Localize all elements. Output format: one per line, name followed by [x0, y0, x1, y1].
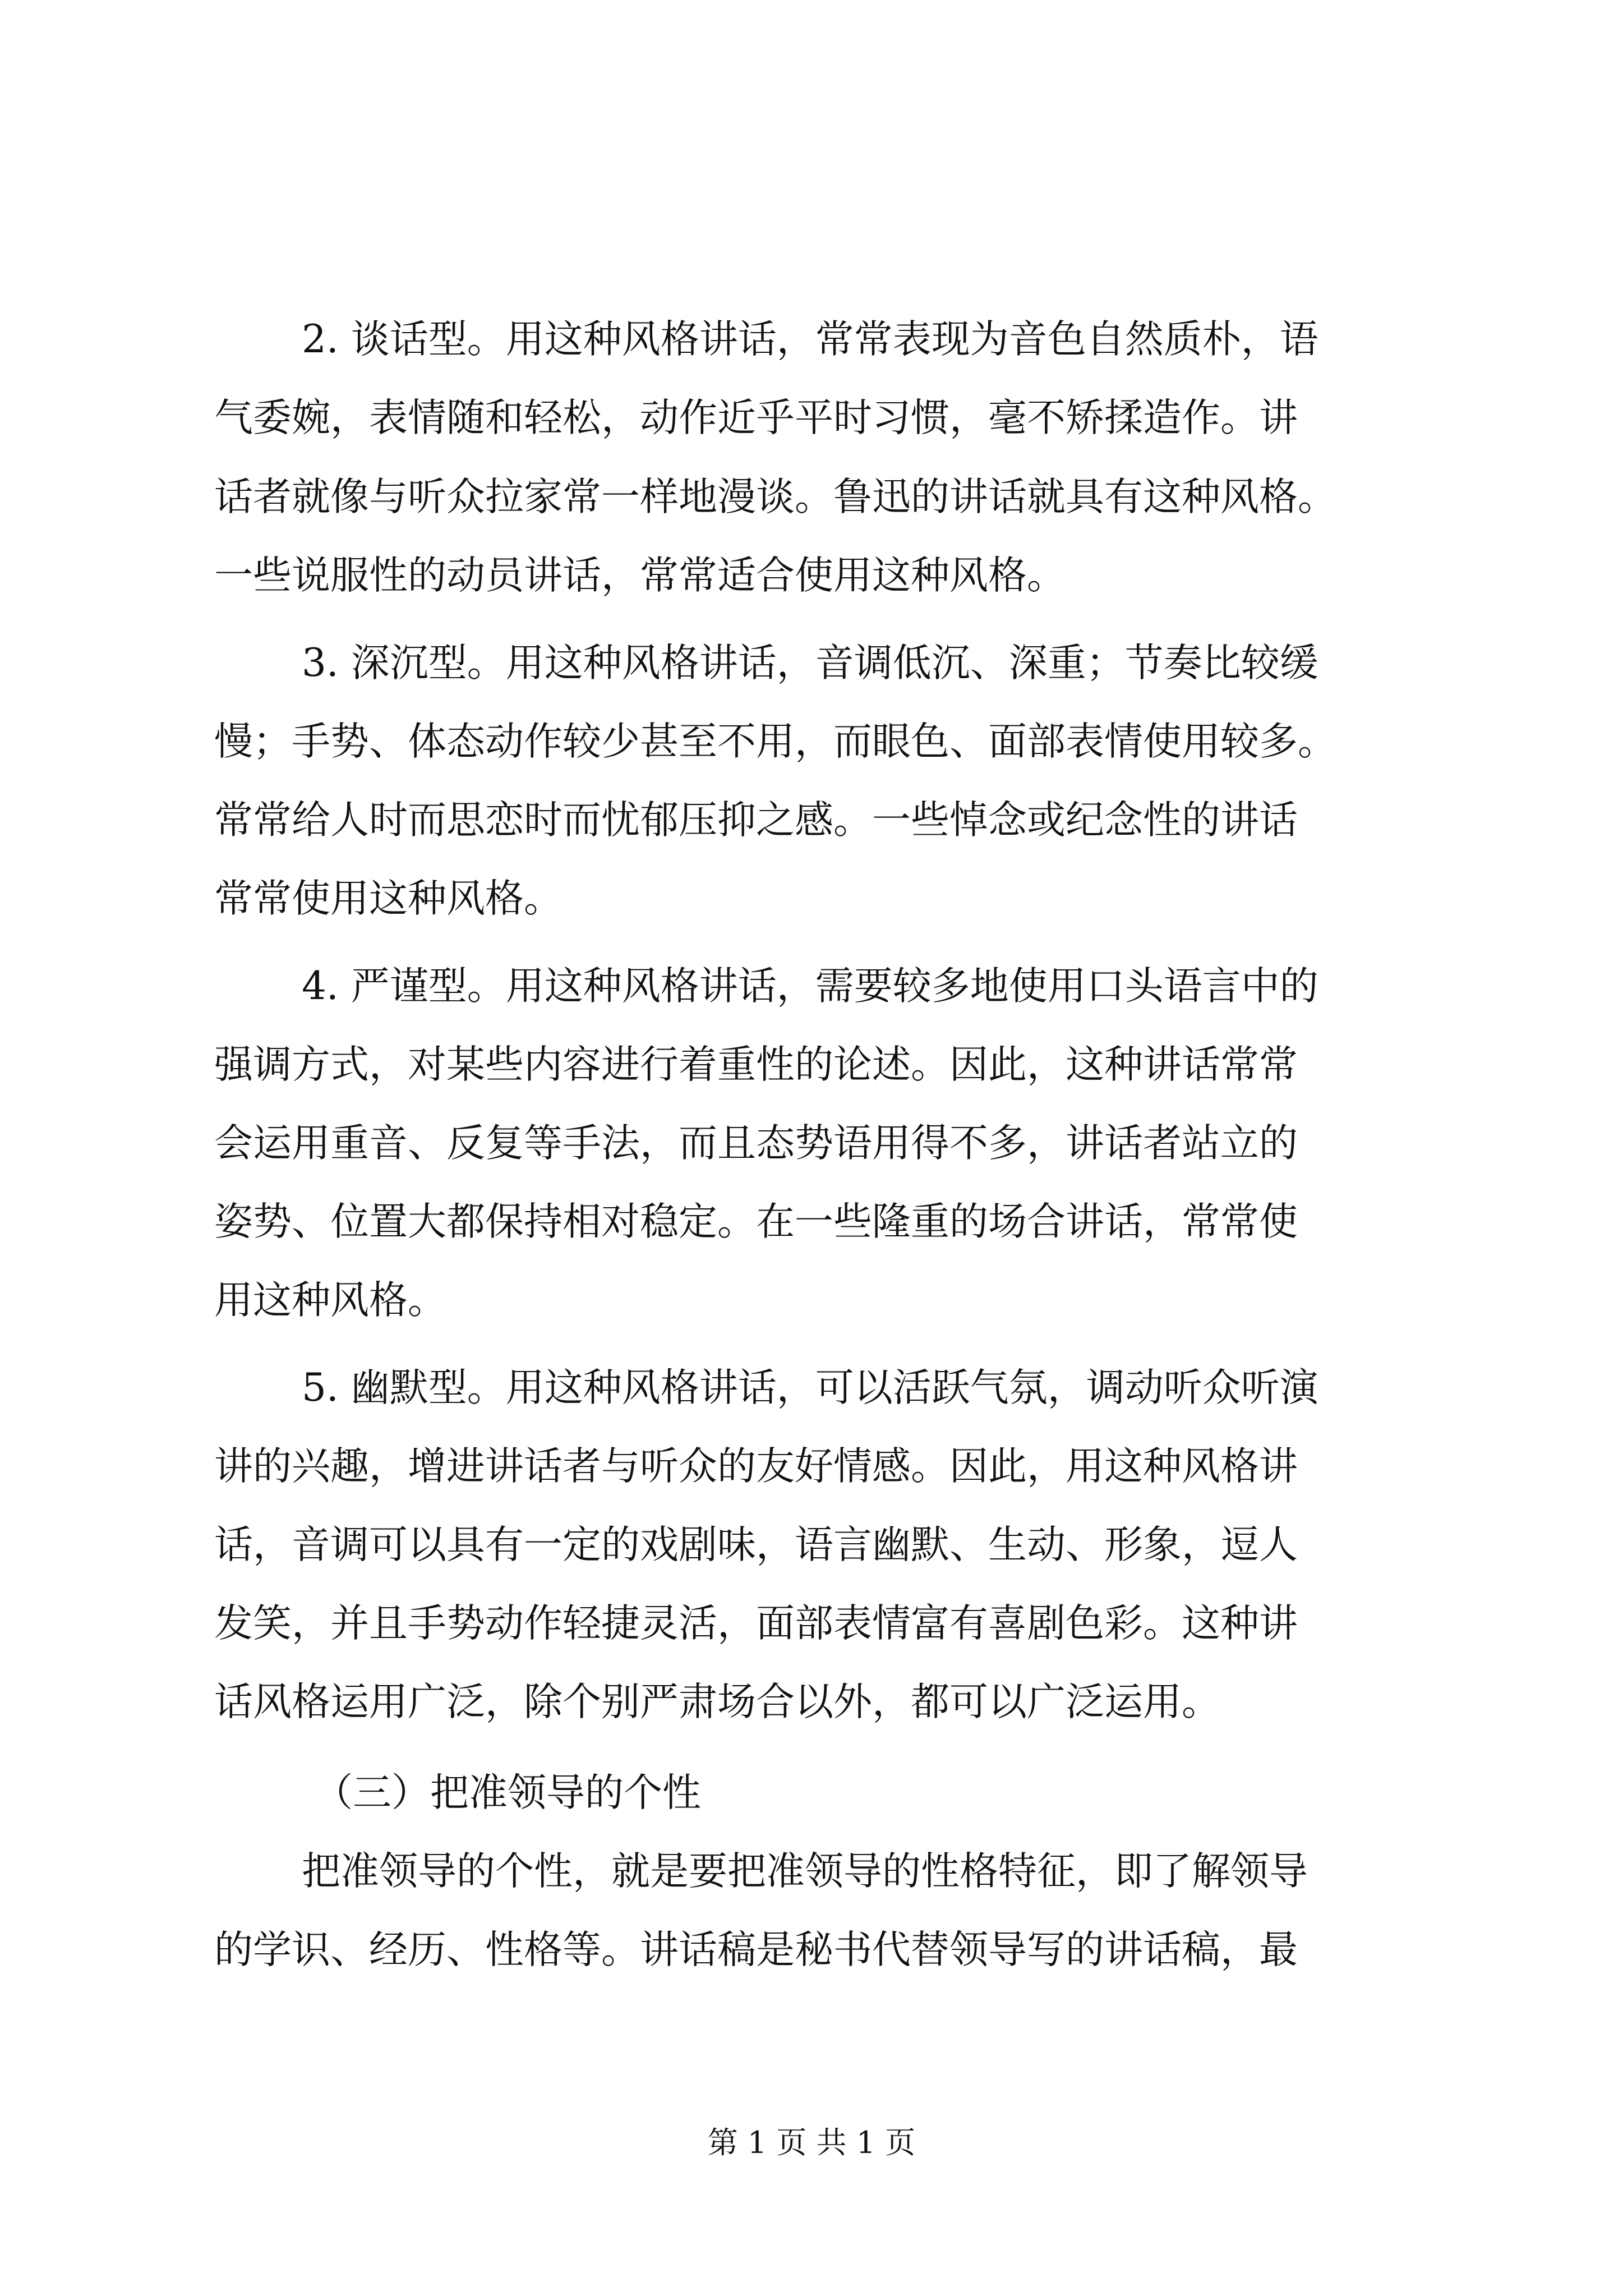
- text-line: 把准领导的个性，就是要把准领导的性格特征，即了解领导: [302, 1849, 1308, 1894]
- text-line: 常常使用这种风格。: [214, 876, 562, 921]
- text-line: 一些说服性的动员讲话，常常适合使用这种风格。: [214, 553, 1066, 598]
- text-line: 会运用重音、反复等手法，而且态势语用得不多，讲话者站立的: [214, 1121, 1298, 1166]
- text-line: 讲的兴趣，增进讲话者与听众的友好情感。因此，用这种风格讲: [214, 1444, 1298, 1489]
- text-line: 气委婉，表情随和轻松，动作近乎平时习惯，毫不矫揉造作。讲: [214, 395, 1298, 440]
- text-line: 的学识、经历、性格等。讲话稿是秘书代替领导写的讲话稿，最: [214, 1927, 1298, 1972]
- text-line: 慢；手势、体态动作较少甚至不用，而眼色、面部表情使用较多。: [214, 719, 1336, 764]
- text-line: 话者就像与听众拉家常一样地漫谈。鲁迅的讲话就具有这种风格。: [214, 475, 1336, 519]
- text-line: 话，音调可以具有一定的戏剧味，语言幽默、生动、形象，逗人: [214, 1522, 1298, 1567]
- text-line: 话风格运用广泛，除个别严肃场合以外，都可以广泛运用。: [214, 1680, 1220, 1724]
- page-footer: 第 1 页 共 1 页: [707, 2125, 916, 2160]
- text-line: 姿势、位置大都保持相对稳定。在一些隆重的场合讲话，常常使: [214, 1199, 1298, 1244]
- text-line: 强调方式，对某些内容进行着重性的论述。因此，这种讲话常常: [214, 1042, 1298, 1087]
- text-line: 4. 严谨型。用这种风格讲话，需要较多地使用口头语言中的: [302, 964, 1318, 1009]
- text-line: 用这种风格。: [214, 1278, 446, 1323]
- text-line: 常常给人时而思恋时而忧郁压抑之感。一些悼念或纪念性的讲话: [214, 798, 1298, 843]
- text-line: 5. 幽默型。用这种风格讲话，可以活跃气氛，调动听众听演: [302, 1365, 1318, 1410]
- section-heading: （三）把准领导的个性: [314, 1770, 701, 1815]
- text-line: 发笑，并且手势动作轻捷灵活，面部表情富有喜剧色彩。这种讲: [214, 1601, 1298, 1646]
- text-line: 3. 深沉型。用这种风格讲话，音调低沉、深重；节奏比较缓: [302, 641, 1318, 685]
- text-line: 2. 谈话型。用这种风格讲话，常常表现为音色自然质朴，语: [302, 317, 1318, 362]
